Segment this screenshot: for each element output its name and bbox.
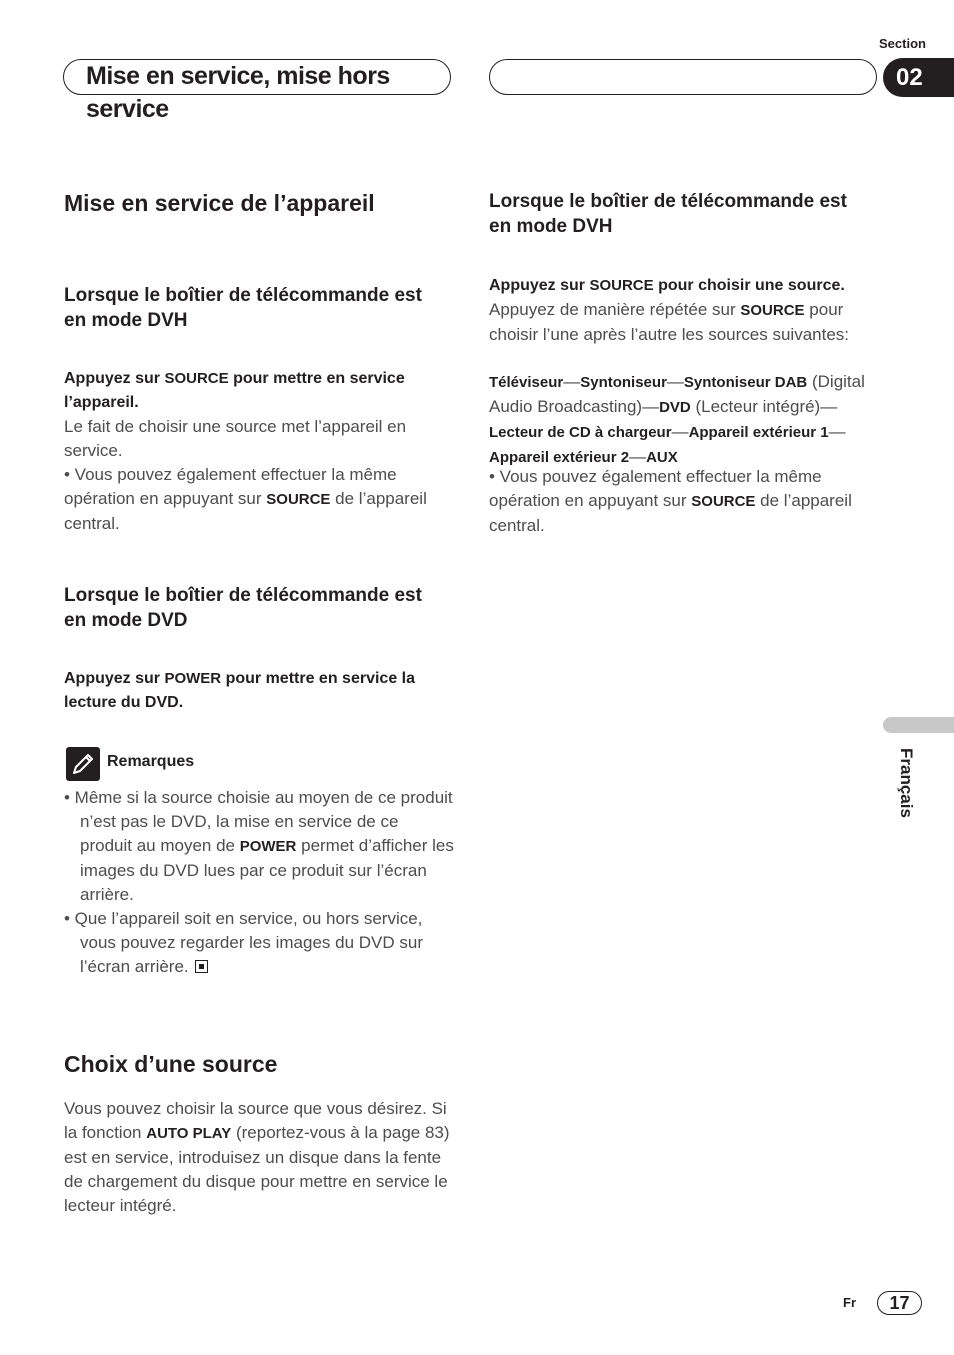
- instruction-choose-source: Appuyez sur SOURCE pour choisir une source.: [489, 277, 845, 294]
- heading-choose-source: Choix d’une source: [64, 1051, 278, 1077]
- page-number: 17: [877, 1291, 922, 1315]
- note-item: • Même si la source choisie au moyen de ce produit n’est pas le DVD, la mise en service de ce produit au moyen de POWER permet d’afficher les images du DVD lues par ce produit sur l’écran arrière.: [64, 788, 454, 904]
- instruction-dvd: Appuyez sur POWER pour mettre en service la lecture du DVD.: [64, 670, 415, 711]
- note-item: • Que l’appareil soit en service, ou hors service, vous pouvez regarder les images du DVD sur l’écran arrière.: [64, 909, 423, 976]
- subheading-dvd-mode: Lorsque le boîtier de télécommande est en mode DVD: [64, 585, 422, 631]
- bullet-dvh: • Vous pouvez également effectuer la même opération en appuyant sur SOURCE de l’appareil central.: [64, 465, 427, 533]
- section-number: 02: [883, 58, 954, 97]
- language-tab: [883, 717, 954, 733]
- body-choose-source-right: Appuyez de manière répétée sur SOURCE pour choisir l’une après l’autre les sources suivantes:: [489, 300, 850, 344]
- body-choose-source: Vous pouvez choisir la source que vous désirez. Si la fonction AUTO PLAY (reportez-vous à la page 83) est en service, introduisez un disque dans la fente de chargement du disque pour mettre en service le lecteur intégré.: [64, 1099, 450, 1215]
- bullet-right: • Vous pouvez également effectuer la même opération en appuyant sur SOURCE de l’appareil central.: [489, 467, 852, 535]
- source-sequence: Téléviseur—Syntoniseur—Syntoniseur DAB (Digital Audio Broadcasting)—DVD (Lecteur intégré)—Lecteur de CD à chargeur—Appareil extérieur 1—Appareil extérieur 2—AUX: [489, 372, 865, 466]
- subheading-dvh-mode: Lorsque le boîtier de télécommande est en mode DVH: [64, 285, 422, 331]
- pencil-note-icon: [66, 747, 100, 781]
- notes-title: Remarques: [107, 753, 195, 770]
- instruction-dvh: Appuyez sur SOURCE pour mettre en service l’appareil.: [64, 370, 405, 411]
- heading-power-on: Mise en service de l’appareil: [64, 190, 375, 216]
- language-label: Français: [897, 748, 916, 818]
- chapter-title-right-box: [489, 59, 877, 95]
- chapter-title: Mise en service, mise hors service: [63, 59, 451, 95]
- section-label: Section: [879, 36, 926, 51]
- end-mark-icon: [195, 960, 208, 973]
- notes-list: [64, 786, 454, 979]
- language-code: Fr: [843, 1295, 856, 1310]
- body-dvh: Le fait de choisir une source met l’appareil en service.: [64, 417, 407, 460]
- subheading-dvh-mode-right: Lorsque le boîtier de télécommande est en mode DVH: [489, 191, 847, 237]
